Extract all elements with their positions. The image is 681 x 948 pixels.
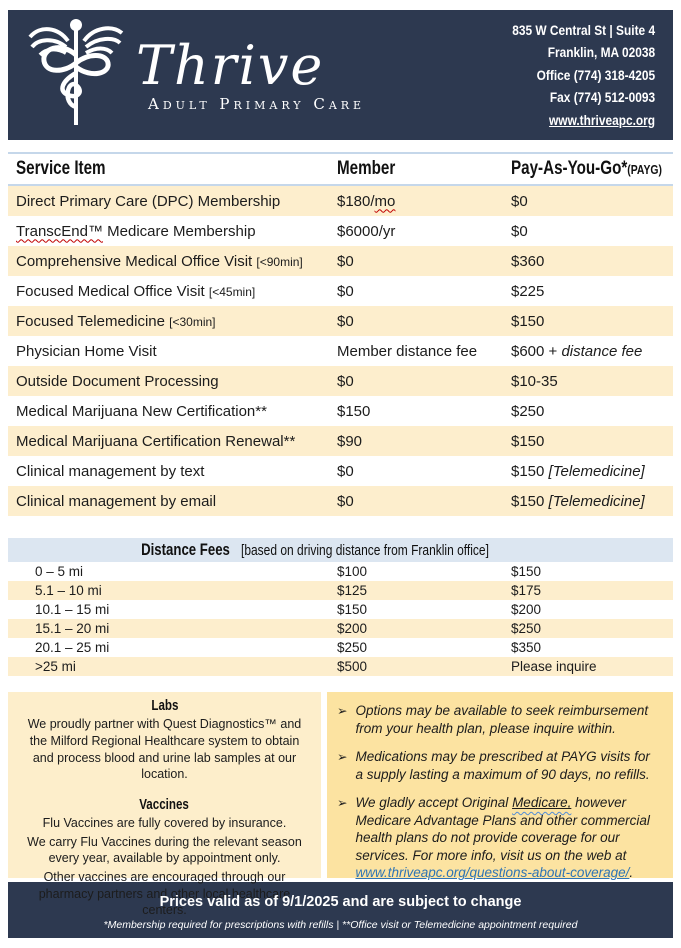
table-row [8, 426, 673, 456]
member-price: $0 [337, 312, 354, 330]
note-text: Medications may be prescribed at PAYG visits for a supply lasting a maximum of 90 days, no refills. [355, 749, 650, 782]
table-row [8, 336, 673, 366]
distance-row [8, 600, 673, 619]
table-row [8, 456, 673, 486]
payg-price: $0 [511, 192, 528, 210]
col-member: Member [337, 158, 396, 179]
distance-fees-subtitle: [based on driving distance from Franklin office] [241, 542, 489, 559]
service-name: Medical Marijuana New Certification** [16, 402, 267, 420]
vaccines-line: Flu Vaccines are fully covered by insurance. [42, 816, 287, 831]
note-item [337, 794, 661, 882]
member-price: $125 [337, 583, 368, 598]
service-duration-note: [<45min] [208, 284, 256, 299]
service-name: TranscEnd™ [16, 222, 103, 240]
website-link[interactable]: www.thriveapc.org [548, 111, 655, 128]
contact-fax: Fax (774) 512-0093 [549, 89, 655, 106]
table-row [8, 246, 673, 276]
table-row [8, 396, 673, 426]
brand-name: Thrive [136, 34, 325, 97]
member-price: $250 [337, 640, 368, 655]
distance-range: 10.1 – 15 mi [35, 602, 110, 617]
table-row [8, 186, 673, 216]
note-item [337, 748, 661, 783]
arrow-bullet-icon: ➢ [337, 750, 348, 765]
brand-subtitle: Adult Primary Care [148, 95, 366, 113]
pricing-table-body [8, 186, 673, 516]
payg-price: $0 [511, 222, 528, 240]
member-price-suffix: mo [374, 192, 396, 210]
table-row [8, 276, 673, 306]
service-name: Comprehensive Medical Office Visit [16, 252, 257, 270]
distance-fees-header [8, 538, 673, 562]
vaccines-line: We carry Flu Vaccines during the relevant season every year, available by appointment only. [27, 834, 302, 866]
service-duration-note: [<90min] [256, 254, 303, 269]
service-name-rest: Medicare Membership [102, 222, 256, 240]
vaccines-line: Other vaccines are encouraged through our pharmacy partners and other local healthcare centers. [38, 869, 291, 918]
contact-office-phone: Office (774) 318-4205 [536, 66, 655, 83]
payg-price-note: [Telemedicine] [548, 462, 645, 480]
medicare-link[interactable]: Medicare, [512, 795, 572, 811]
distance-fees-title: Distance Fees [141, 541, 230, 559]
distance-row [8, 562, 673, 581]
member-price: $0 [337, 252, 354, 270]
prices-valid-note: Prices valid as of 9/1/2025 and are subject to change [159, 894, 522, 910]
distance-range: 20.1 – 25 mi [35, 640, 110, 655]
distance-range: 0 – 5 mi [35, 564, 84, 579]
contact-address1: 835 W Central St | Suite 4 [512, 22, 655, 39]
pricing-table-header [8, 152, 673, 186]
service-duration-note: [<30min] [169, 314, 216, 329]
payg-price: $150 [511, 462, 549, 480]
payg-price: $360 [511, 252, 545, 270]
member-price: $0 [337, 492, 354, 510]
note-item [337, 702, 661, 737]
notes-panel [327, 692, 673, 881]
table-row [8, 216, 673, 246]
distance-range: >25 mi [35, 659, 76, 674]
table-row [8, 366, 673, 396]
member-price: $6000/yr [337, 222, 396, 240]
service-name: Physician Home Visit [16, 342, 157, 360]
payg-price: $175 [511, 583, 542, 598]
payg-price: $150 [511, 564, 542, 579]
brand-text [136, 34, 366, 113]
distance-row [8, 619, 673, 638]
payg-price: Please inquire [511, 659, 597, 674]
member-price: $150 [337, 402, 371, 420]
payg-price: $250 [511, 402, 545, 420]
payg-price: $250 [511, 621, 542, 636]
payg-price: $200 [511, 602, 542, 617]
payg-price-note: distance fee [561, 342, 643, 360]
arrow-bullet-icon: ➢ [337, 704, 348, 718]
service-name: Focused Medical Office Visit [16, 282, 209, 300]
labs-heading: Labs [150, 698, 179, 714]
col-service-item: Service Item [16, 158, 106, 179]
service-name: Direct Primary Care (DPC) Membership [16, 192, 281, 210]
distance-range: 15.1 – 20 mi [35, 621, 110, 636]
member-price: $100 [337, 564, 368, 579]
payg-price: $225 [511, 282, 545, 300]
member-price: Member distance fee [337, 342, 478, 360]
col-payg-abbrev: (PAYG) [627, 162, 662, 177]
member-price: $0 [337, 282, 354, 300]
member-price: $0 [337, 372, 354, 390]
member-price: $500 [337, 659, 368, 674]
note-text: We gladly accept Original Medicare, however Medicare Advantage Plans and other commercial health plans do not provide coverage for our services. For more info, visit us on the web at www.thriveapc.org/questions-about-coverage/. [355, 795, 650, 881]
member-price: $180/ [337, 192, 375, 210]
table-row [8, 486, 673, 516]
payg-price-note: [Telemedicine] [548, 492, 645, 510]
contact-address2: Franklin, MA 02038 [547, 44, 655, 61]
service-name: Focused Telemedicine [16, 312, 170, 330]
distance-fees-body [8, 562, 673, 676]
labs-vaccines-panel [8, 692, 321, 918]
note-text: Options may be available to seek reimbursement from your health plan, please inquire within. [355, 703, 649, 736]
footnotes: *Membership required for prescriptions with refills | **Office visit or Telemedicine appointment required [103, 919, 578, 931]
caduceus-icon [22, 15, 130, 136]
payg-price: $350 [511, 640, 542, 655]
distance-row [8, 581, 673, 600]
member-price: $0 [337, 462, 354, 480]
distance-range: 5.1 – 10 mi [35, 583, 102, 598]
member-price: $90 [337, 432, 363, 450]
coverage-url-link[interactable]: www.thriveapc.org/questions-about-coverage/ [355, 865, 630, 881]
table-row [8, 306, 673, 336]
payg-price: $10-35 [511, 372, 558, 390]
service-name: Medical Marijuana Certification Renewal** [16, 432, 296, 450]
service-name: Clinical management by email [16, 492, 217, 510]
col-payg: Pay-As-You-Go* [511, 158, 628, 179]
payg-price: $150 [511, 492, 549, 510]
header-banner [8, 10, 673, 140]
distance-row [8, 638, 673, 657]
service-name: Clinical management by text [16, 462, 205, 480]
payg-price: $150 [511, 432, 545, 450]
member-price: $150 [337, 602, 368, 617]
labs-text: We proudly partner with Quest Diagnostics™ and the Milford Regional Healthcare system to obtain and process blood and urine lab samples at our location. [27, 717, 302, 782]
member-price: $200 [337, 621, 368, 636]
payg-price: $600 + [511, 342, 562, 360]
distance-row [8, 657, 673, 676]
contact-block [512, 19, 655, 131]
vaccines-heading: Vaccines [139, 796, 190, 813]
payg-price: $150 [511, 312, 545, 330]
service-name: Outside Document Processing [16, 372, 219, 390]
logo [22, 15, 365, 136]
arrow-bullet-icon: ➢ [337, 796, 348, 811]
